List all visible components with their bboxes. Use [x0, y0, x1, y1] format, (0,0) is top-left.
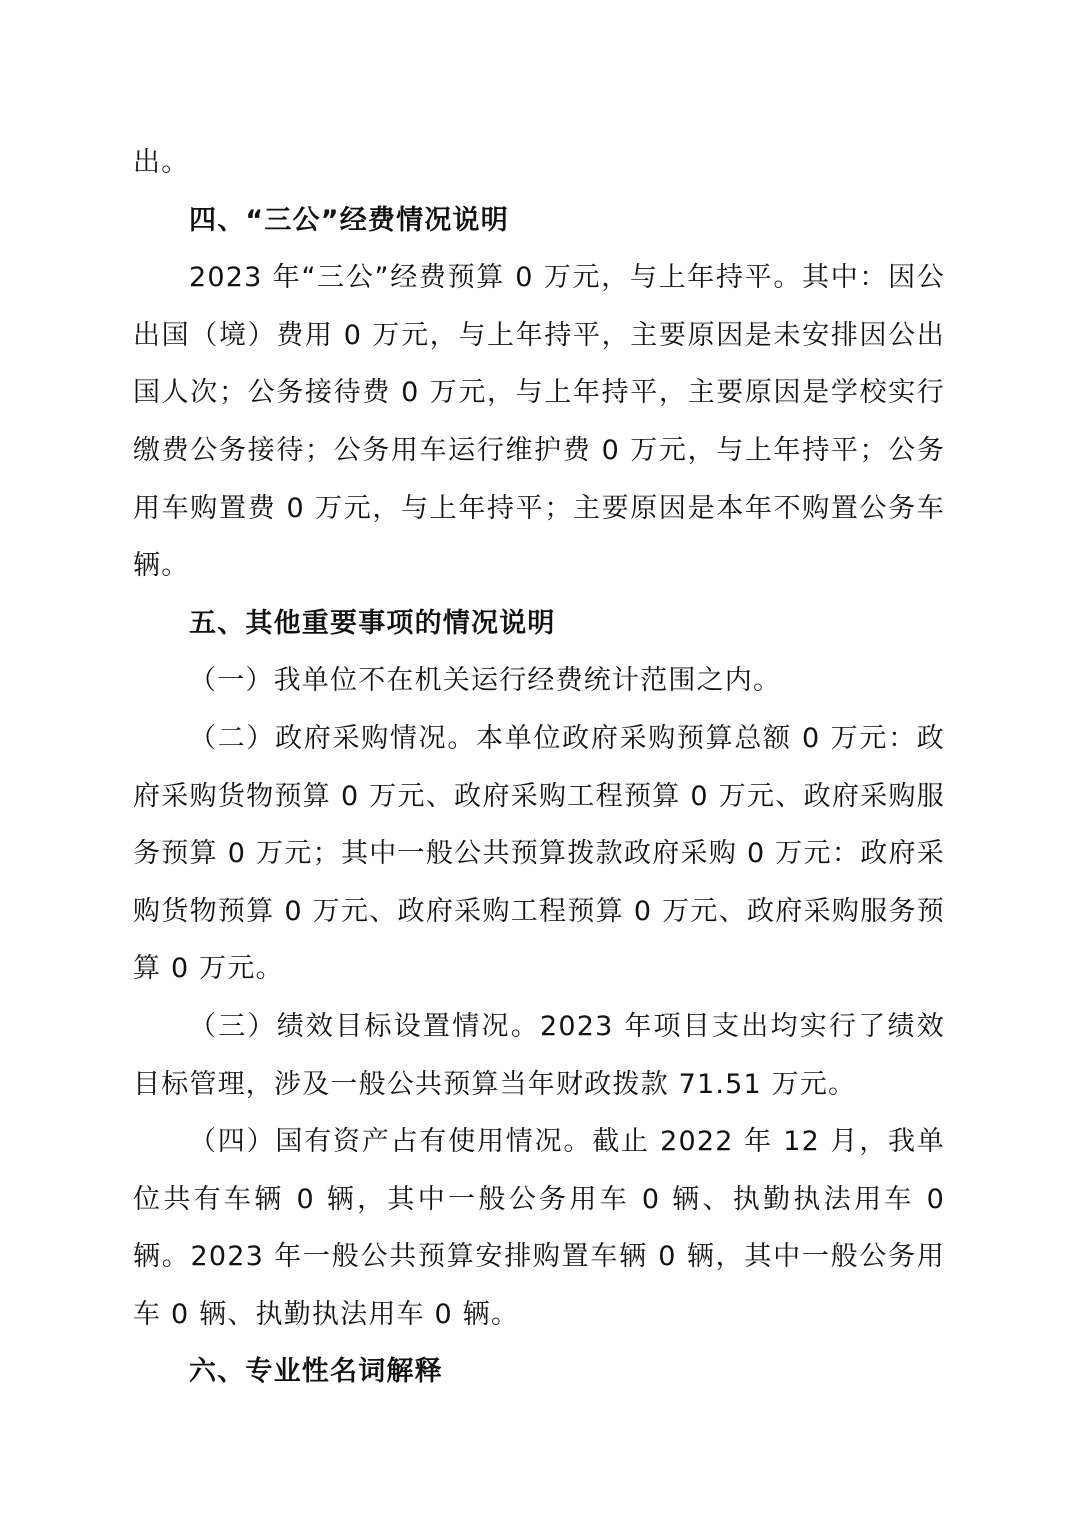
document-body: [133, 134, 945, 1401]
continued-paragraph: 出。: [133, 147, 190, 178]
item-one-paragraph: （一）我单位不在机关运行经费统计范围之内。: [189, 665, 782, 697]
three-public-expenses-paragraph: 2023 年“三公”经费预算 0 万元，与上年持平。其中：因公出国（境）费用 0 万元，与上年持平，主要原因是未安排因公出国人次；公务接待费 0 万元，与上年持平，主要原因是学校实行缴费公务接待；公务用车运行维护费 0 万元，与上年持平；公务用车购置费 0 万元，与上年持平；主要原因是本年不购置公务车辆。: [133, 262, 945, 582]
section-heading-six: 六、专业性名词解释: [189, 1356, 443, 1388]
item-two-paragraph: （二）政府采购情况。本单位政府采购预算总额 0 万元：政府采购货物预算 0 万元、政府采购工程预算 0 万元、政府采购服务预算 0 万元；其中一般公共预算拨款政府采购 0 万元：政府采购货物预算 0 万元、政府采购工程预算 0 万元、政府采购服务预算 0 万元。: [133, 722, 945, 985]
item-four-paragraph: （四）国有资产占有使用情况。截止 2022 年 12 月，我单位共有车辆 0 辆，其中一般公务用车 0 辆、执勤执法用车 0 辆。2023 年一般公共预算安排购置车辆 0 辆，其中一般公务用车 0 辆、执勤执法用车 0 辆。: [133, 1126, 945, 1330]
item-three-paragraph: （三）绩效目标设置情况。2023 年项目支出均实行了绩效目标管理，涉及一般公共预算当年财政拨款 71.51 万元。: [133, 1010, 945, 1100]
section-heading-five: 五、其他重要事项的情况说明: [189, 607, 556, 639]
section-heading-four: 四、“三公”经费情况说明: [189, 204, 509, 236]
